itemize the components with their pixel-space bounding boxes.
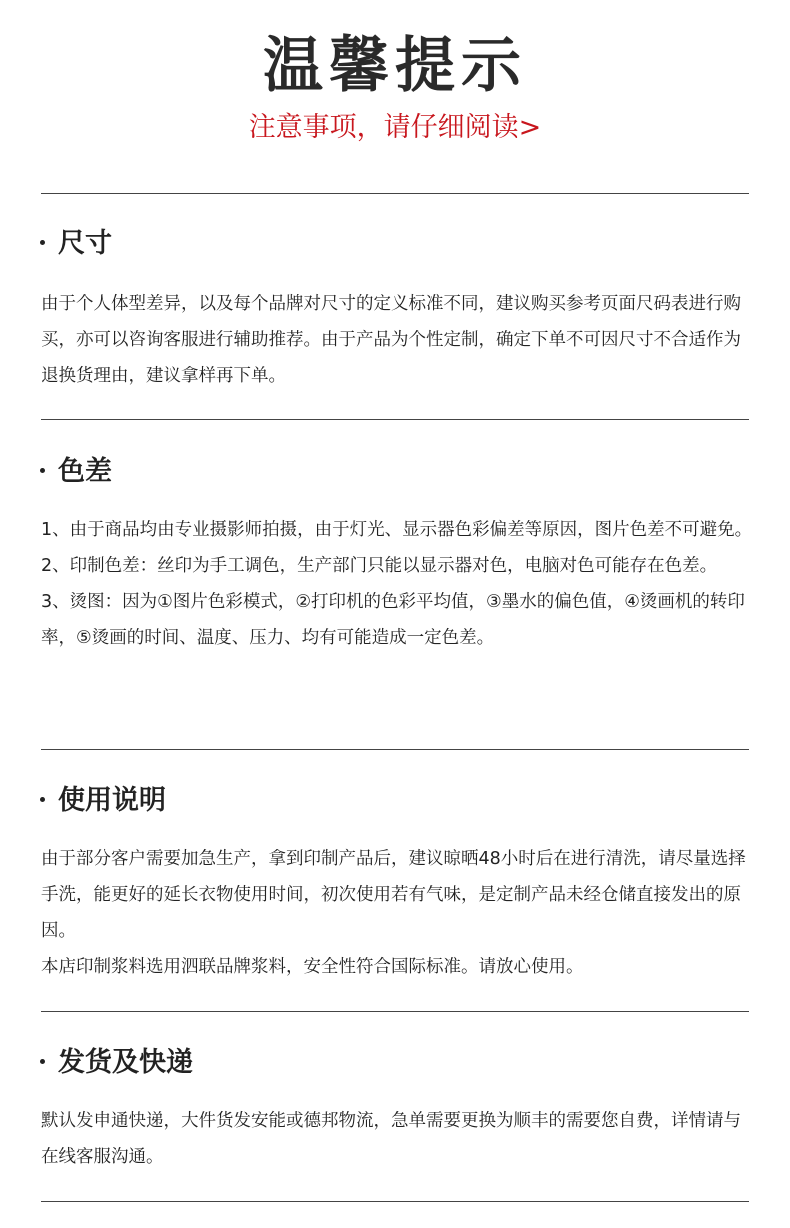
section-heading-usage: [40, 781, 166, 821]
bullet-dot-icon: [40, 797, 45, 802]
section-heading-shipping: [40, 1043, 193, 1083]
section-heading-color-difference: [40, 452, 112, 492]
paragraph: 默认发申通快递，大件货发安能或德邦物流，急单需要更换为顺丰的需要您自费，详情请与在线客服沟通。: [41, 1111, 741, 1167]
paragraph: 1、由于商品均由专业摄影师拍摄，由于灯光、显示器色彩偏差等原因，图片色差不可避免。: [41, 520, 753, 540]
bullet-dot-icon: [40, 240, 45, 245]
bullet-dot-icon: [40, 468, 45, 473]
section-body-shipping: [41, 1103, 753, 1175]
section-heading-label: 尺寸: [58, 228, 112, 259]
divider: [41, 193, 749, 194]
page-subtitle: 注意事项，请仔细阅读>: [248, 112, 542, 143]
section-body-color-difference: [41, 512, 753, 656]
divider: [41, 1011, 749, 1012]
section-body-usage: [41, 841, 753, 985]
paragraph: 3、烫图：因为①图片色彩模式，②打印机的色彩平均值，③墨水的偏色值，④烫画机的转印率，⑤烫画的时间、温度、压力、均有可能造成一定色差。: [41, 592, 745, 648]
section-heading-size: [40, 224, 112, 264]
divider: [41, 1201, 749, 1202]
paragraph: 本店印制浆料选用泗联品牌浆料，安全性符合国际标准。请放心使用。: [41, 957, 584, 977]
section-body-size: [41, 286, 753, 394]
paragraph: 由于个人体型差异，以及每个品牌对尺寸的定义标准不同，建议购买参考页面尺码表进行购买，亦可以咨询客服进行辅助推荐。由于产品为个性定制，确定下单不可因尺寸不合适作为退换货理由，建议拿样再下单。: [41, 294, 741, 386]
section-heading-label: 发货及快递: [58, 1047, 193, 1078]
paragraph: 由于部分客户需要加急生产，拿到印制产品后，建议晾晒48小时后在进行清洗，请尽量选择手洗，能更好的延长衣物使用时间，初次使用若有气味，是定制产品未经仓储直接发出的原因。: [41, 849, 746, 941]
bullet-dot-icon: [40, 1059, 45, 1064]
page-title: 温馨提示: [263, 31, 527, 101]
paragraph: 2、印制色差：丝印为手工调色，生产部门只能以显示器对色，电脑对色可能存在色差。: [41, 556, 718, 576]
section-heading-label: 色差: [58, 456, 112, 487]
divider: [41, 419, 749, 420]
divider: [41, 749, 749, 750]
section-heading-label: 使用说明: [58, 785, 166, 816]
